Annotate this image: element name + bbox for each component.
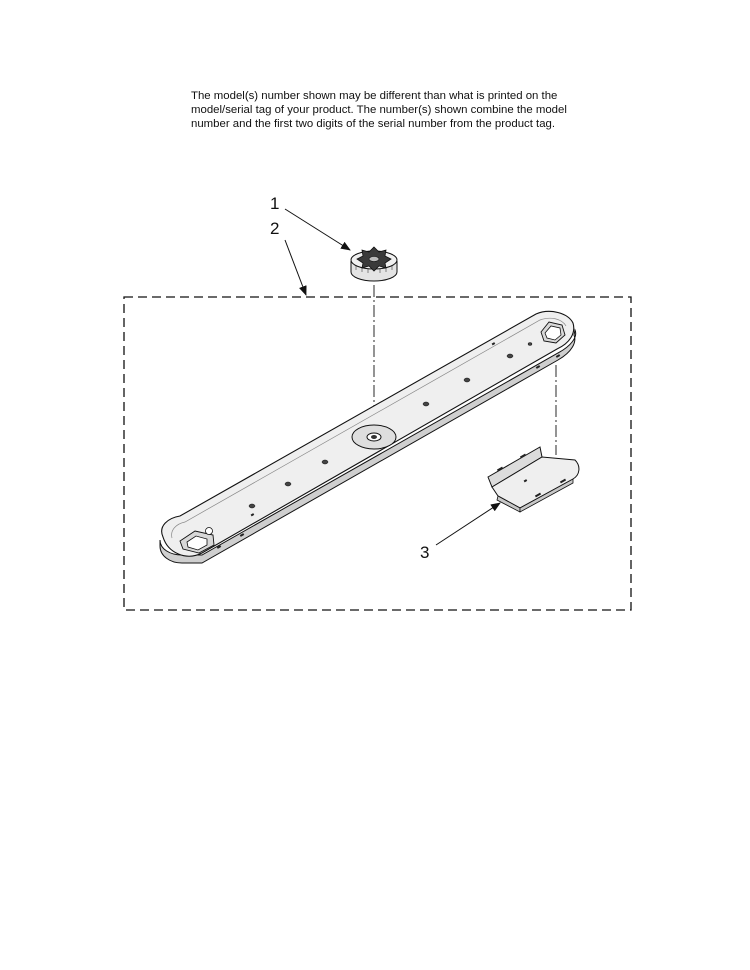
callout-number-1: 1 xyxy=(270,194,280,213)
callout-number-2: 2 xyxy=(270,219,280,238)
spray-arm-part-2 xyxy=(160,311,576,563)
note-line-3: number and the first two digits of the serial number from the product tag. xyxy=(191,118,556,130)
note-line-2: model/serial tag of your product. The number(s) shown combine the model xyxy=(191,104,567,116)
callout-number-3: 3 xyxy=(420,543,430,562)
note-line-1: The model(s) number shown may be different than what is printed on the xyxy=(191,90,558,102)
leader-line-2 xyxy=(285,240,306,295)
leader-line-1 xyxy=(285,209,350,250)
deflector-bracket-part-3 xyxy=(488,447,579,512)
leader-line-3 xyxy=(436,503,500,545)
hub-nut-part-1 xyxy=(351,247,397,281)
